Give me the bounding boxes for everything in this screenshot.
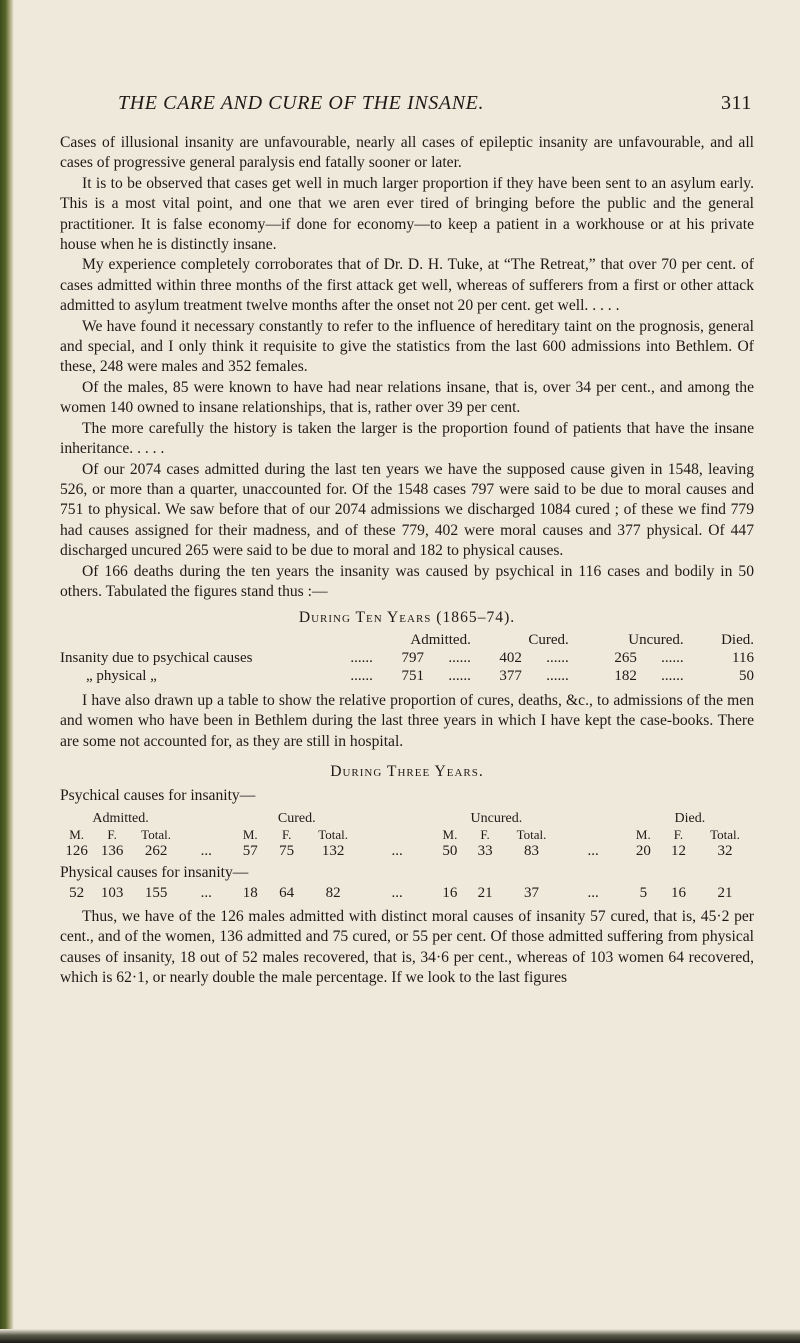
page-edge-shadow [0, 0, 14, 1343]
cell-value: 5 [639, 884, 648, 901]
leader-dots: ...... [661, 667, 684, 684]
cell-value: 751 [401, 667, 424, 684]
group-header: Cured. [277, 810, 316, 826]
ten-years-table [60, 631, 754, 685]
table-caption: During Ten Years (1865–74). [298, 609, 516, 627]
column-header: Died. [721, 631, 754, 648]
cell-value: 50 [442, 842, 458, 859]
running-title: THE CARE AND CURE OF THE INSANE. [118, 92, 485, 114]
cell-value: 16 [670, 884, 686, 901]
paragraph: Of 166 deaths during the ten years the insanity was caused by psychical in 116 cases and bodily in 50 others. Tabulated the figures stand thus :— [60, 562, 754, 600]
group-header-row [60, 811, 754, 827]
cell-value: 37 [524, 884, 540, 901]
column-header: Cured. [528, 631, 569, 648]
cell-value: 155 [144, 884, 168, 901]
separator-dots: ... [391, 842, 403, 859]
cell-value: 402 [499, 649, 522, 666]
cell-value: 75 [279, 842, 295, 859]
cell-value: 82 [325, 884, 341, 901]
separator-dots: ... [200, 884, 212, 901]
leader-dots: ...... [546, 649, 569, 666]
cell-value: 262 [144, 842, 168, 859]
cell-value: 132 [321, 842, 345, 859]
paragraph: It is to be observed that cases get well in much larger proportion if they have been sent to an asylum early. This is a most vital point, and one that we aren ever tired of bringing before the public and the general practitioner. It is false economy—if done for economy—to keep a patient in a workhouse or at his private house when he is distinctly insane. [60, 174, 754, 254]
cell-value: 377 [499, 667, 522, 684]
leader-dots: ...... [350, 667, 373, 684]
cell-value: 797 [401, 649, 424, 666]
running-header [118, 92, 752, 122]
separator-dots: ... [587, 842, 599, 859]
table-row [60, 843, 754, 859]
cell-value: 21 [477, 884, 493, 901]
paragraph: Of the males, 85 were known to have had near relations insane, that is, over 34 per cent., and among the women 140 owned to insane relationships, that is, rather over 39 per cent. [60, 378, 754, 417]
subheader: Total. [318, 826, 349, 842]
row-label: „ physical „ [86, 667, 157, 684]
cell-value: 103 [100, 884, 124, 901]
cell-value: 182 [614, 667, 637, 684]
separator-dots: ... [200, 842, 212, 859]
cell-value: 64 [279, 884, 295, 901]
cell-value: 136 [100, 842, 124, 859]
leader-dots: ...... [448, 649, 471, 666]
cell-value: 52 [69, 884, 85, 901]
subheader-row [60, 827, 754, 843]
subheader: Total. [141, 826, 171, 842]
cell-value: 21 [717, 884, 733, 901]
paragraph: Cases of illusional insanity are unfavourable, nearly all cases of epileptic insanity are unfavourable, and all cases of progressive general paralysis end fatally sooner or later. [60, 134, 754, 172]
cell-value: 16 [442, 884, 458, 901]
column-header: Admitted. [410, 631, 471, 648]
leader-dots: ...... [350, 649, 373, 666]
cell-value: 265 [614, 649, 637, 666]
group-header: Uncured. [470, 810, 523, 826]
row-label: Insanity due to psychical causes [60, 649, 253, 666]
leader-dots: ...... [661, 649, 684, 666]
cell-value: 33 [477, 842, 493, 859]
separator-dots: ... [391, 884, 403, 901]
paragraph: Of our 2074 cases admitted during the last ten years we have the supposed cause given in 1548, leaving 526, or more than a quarter, unaccounted for. Of the 1548 cases 797 were said to be due to moral causes and 751 to physical. We saw before that of our 2074 admissions we discharged 1084 cured ; of these we find 779 had causes assigned for their madness, and of these 779, 402 were moral causes and 377 physical. Of 447 discharged uncured 265 were said to be due to moral and 182 to physical causes. [60, 460, 754, 560]
paragraph: Thus, we have of the 126 males admitted with distinct moral causes of insanity 57 cured, that is, 45·2 per cent., and of the women, 136 admitted and 75 cured, or 55 per cent. Of those admitted suffering from physical causes of insanity, 18 out of 52 males recovered, that is, 34·6 per cent., whereas of 103 women 64 recovered, which is 62·1, or nearly double the male percentage. If we look to the last figures [60, 907, 754, 986]
cell-value: 18 [242, 884, 258, 901]
subheader: M. [635, 826, 651, 842]
column-header: Uncured. [628, 631, 684, 648]
three-years-table [60, 811, 754, 901]
subheader: F. [107, 826, 117, 842]
table-row [60, 667, 754, 685]
leader-dots: ...... [546, 667, 569, 684]
group-header: Admitted. [92, 810, 149, 826]
paragraph: The more carefully the history is taken the larger is the proportion found of patients that have the insane inheritance. . . . . [60, 419, 754, 458]
paragraph: I have also drawn up a table to show the relative proportion of cures, deaths, &c., to admissions of the men and women who have been in Bethlem during the last three years in which I have kept the case-books. There are some not accounted for, as they are still in hospital. [60, 691, 754, 750]
table-row [60, 649, 754, 667]
subheader: F. [673, 826, 684, 842]
cell-value: 83 [524, 842, 540, 859]
subheader: F. [281, 826, 292, 842]
cell-value: 116 [732, 649, 754, 666]
separator-dots: ... [587, 884, 599, 901]
cell-value: 20 [635, 842, 651, 859]
psychical-causes-label: Psychical causes for insanity— [60, 787, 256, 805]
subheader: M. [69, 826, 85, 842]
cell-value: 12 [670, 842, 686, 859]
paragraph: We have found it necessary constantly to refer to the influence of hereditary taint on the prognosis, general and special, and I only think it requisite to give the statistics from the last 600 admissions into Bethlem. Of these, 248 were males and 352 females. [60, 317, 754, 376]
group-header: Died. [674, 810, 706, 826]
subheader: M. [242, 826, 258, 842]
subheader: Total. [516, 826, 547, 842]
cell-value: 32 [717, 842, 733, 859]
leader-dots: ...... [448, 667, 471, 684]
page-number: 311 [720, 92, 752, 114]
physical-causes-label: Physical causes for insanity— [60, 863, 249, 881]
table-caption: During Three Years. [330, 762, 484, 780]
table-row [60, 885, 754, 901]
cell-value: 57 [242, 842, 258, 859]
page-bottom-edge [0, 1329, 800, 1343]
subheader: M. [442, 826, 458, 842]
page-body [60, 133, 754, 988]
paragraph: My experience completely corroborates that of Dr. D. H. Tuke, at “The Retreat,” that over 70 per cent. of cases admitted within three months of the first attack get well, whereas of sufferers from a first or other attack admitted to asylum treatment twelve months after the onset not 20 per cent. get well. . . . . [60, 256, 754, 315]
subheader: Total. [710, 826, 740, 842]
table-header-row [60, 631, 754, 649]
cell-value: 50 [739, 667, 754, 684]
subheader: F. [480, 826, 490, 842]
cell-value: 126 [65, 842, 88, 859]
